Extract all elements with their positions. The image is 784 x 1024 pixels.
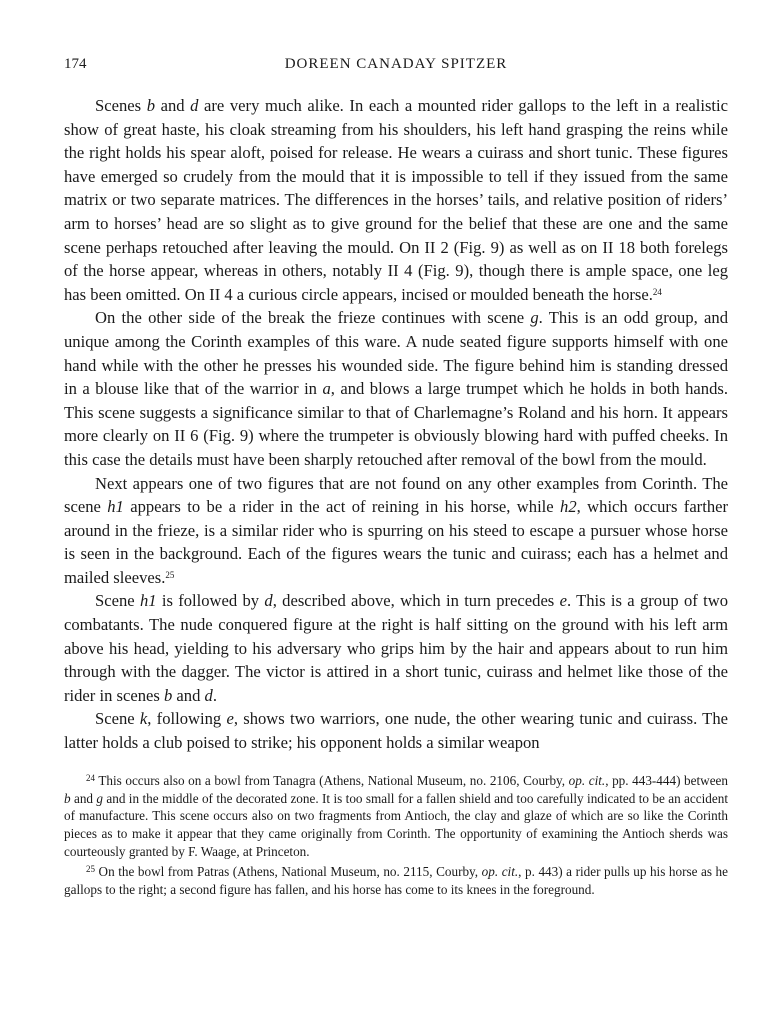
paragraph-2: On the other side of the break the frieze continues with scene g. This is an odd group, and unique among the Corinth examples of this ware. A nude seated figure supports himself with one hand while with the other he presses his wounded side. The figure behind him is standing dressed in a blouse like that of the warrior in a, and blows a large trumpet which he holds in both hands. This scene suggests a significance similar to that of Charlemagne’s Roland and his horn. It appears more clearly on II 6 (Fig. 9) where the trumpeter is obviously blowing hard with puffed cheeks. In this case the details must have been sharply retouched after removal of the bowl from the mould. [64, 308, 728, 469]
footnote-25: $^{25}$ On the bowl from Patras (Athens, National Museum, no. 2115, Courby, op. cit., p. 443) a rider pulls up his horse as he gallops to the right; a second figure has fallen, and his horse has come to its knees in the foreground. [64, 864, 728, 898]
page-number: 174 [64, 56, 87, 72]
footnotes [64, 767, 728, 899]
paragraph-4: Scene h1 is followed by d, described above, which in turn precedes e. This is a group of two combatants. The nude conquered figure at the right is half sitting on the ground with his left arm above his head, yielding to his adversary who grips him by the hair and appears about to run him through with the dagger. The victor is attired in a short tunic, cuirass and helmet like those of the rider in scenes b and d. [64, 591, 728, 705]
footnote-24: $^{24}$ This occurs also on a bowl from Tanagra (Athens, National Museum, no. 2106, Courby, op. cit., pp. 443-444) between b and g and in the middle of the decorated zone. It is too small for a fallen shield and too carefully indicated to be an accident of manufacture. This scene occurs also on two fragments from Antioch, the clay and glaze of which are so like the Corinth pieces as to make it appear that they came originally from Corinth. The opportunity of examining the Antioch sherds was courteously granted by F. Waage, at Princeton. [64, 772, 728, 860]
footnote-ref-24: 24 [652, 286, 662, 297]
paragraph-3: Next appears one of two figures that are not found on any other examples from Corinth. The scene h1 appears to be a rider in the act of reining in his horse, while h2, which occurs farther around in the frieze, is a similar rider who is spurring on his steed to escape a pursuer whose horse is seen in the background. Each of the figures wears the tunic and cuirass; each has a helmet and mailed sleeves.$^{25}$ [64, 473, 729, 587]
running-head: DOREEN CANADAY SPITZER [284, 56, 508, 72]
page [64, 56, 728, 899]
body-text [64, 94, 728, 755]
footnote-mark: 25 [86, 864, 95, 875]
page-header [64, 56, 728, 80]
paragraph-1: Scenes b and d are very much alike. In each a mounted rider gallops to the left in a realistic show of great haste, his cloak streaming from his shoulders, his left hand grasping the reins while the right holds his spear aloft, poised for release. He wears a cuirass and short tunic. These figures have emerged so crudely from the mould that it is impossible to tell if they issued from the same matrix or two separate matrices. The differences in the horses’ tails, and relative position of riders’ arm to horses’ head are so slight as to give ground for the belief that these are one and the same scene perhaps retouched after leaving the mould. On II 2 (Fig. 9) as well as on II 18 both forelegs of the horse appear, whereas in others, notably II 4 (Fig. 9), though there is ample space, one leg has been omitted. On II 4 a curious circle appears, incised or moulded beneath the horse.$^{24}$ [64, 96, 728, 304]
footnote-ref-25: 25 [165, 569, 175, 580]
footnote-mark: 24 [86, 772, 95, 783]
paragraph-5: Scene k, following e, shows two warriors, one nude, the other wearing tunic and cuirass. The latter holds a club poised to strike; his opponent holds a similar weapon [64, 709, 728, 753]
